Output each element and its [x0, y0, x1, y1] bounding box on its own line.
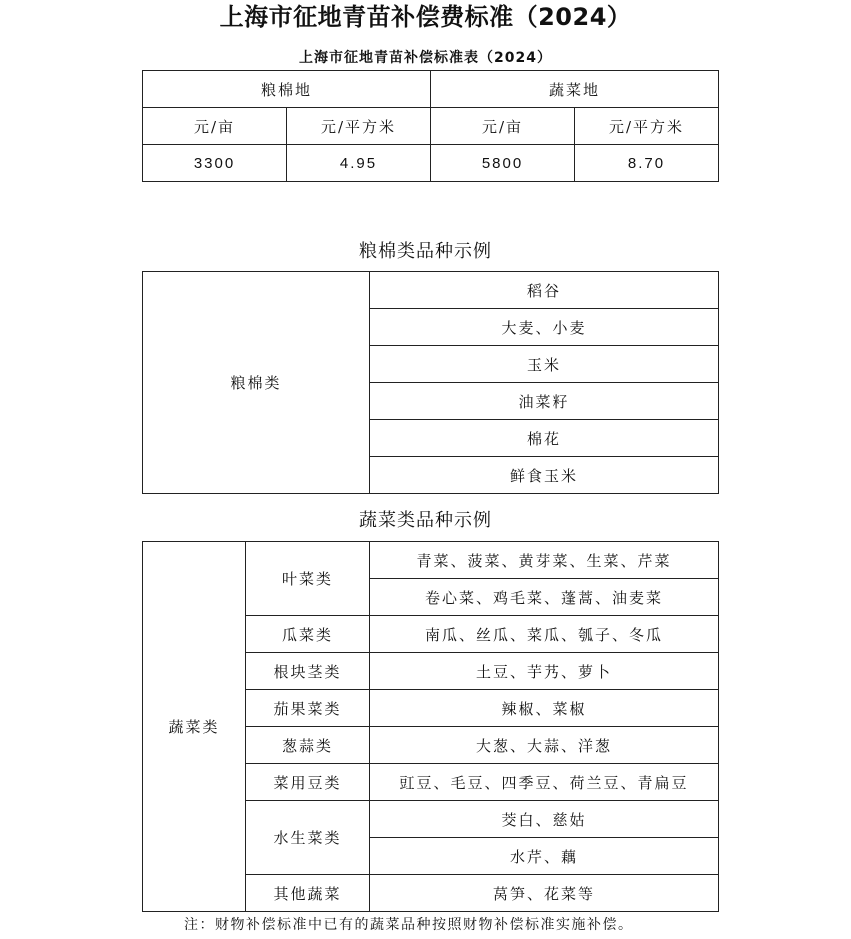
group-label-grain: 粮棉地 [143, 71, 431, 108]
table-row [143, 542, 719, 579]
group-header-row [143, 71, 719, 108]
grain-table [142, 271, 719, 494]
grain-category: 粮棉类 [143, 272, 370, 494]
vegetable-item: 莴笋、花菜等 [370, 875, 719, 912]
subcategory-other: 其他蔬菜 [246, 875, 370, 912]
vegetable-table [142, 541, 719, 912]
subcategory-gourd: 瓜菜类 [246, 616, 370, 653]
grain-table-caption: 粮棉类品种示例 [359, 241, 492, 262]
vegetable-table-caption: 蔬菜类品种示例 [359, 510, 492, 531]
group-label-vegetable: 蔬菜地 [431, 71, 719, 108]
table-row [143, 272, 719, 309]
value-cell: 8.70 [575, 145, 719, 182]
value-cell: 4.95 [287, 145, 431, 182]
value-row [143, 145, 719, 182]
vegetable-item: 南瓜、丝瓜、菜瓜、瓠子、冬瓜 [370, 616, 719, 653]
value-cell: 5800 [431, 145, 575, 182]
grain-item: 油菜籽 [370, 383, 719, 420]
vegetable-category: 蔬菜类 [143, 542, 246, 912]
subcategory-solanaceous: 茄果菜类 [246, 690, 370, 727]
vegetable-item: 水芹、藕 [370, 838, 719, 875]
subcategory-leafy: 叶菜类 [246, 542, 370, 616]
unit-cell: 元/亩 [431, 108, 575, 145]
subcategory-allium: 葱蒜类 [246, 727, 370, 764]
footnote: 注：财物补偿标准中已有的蔬菜品种按照财物补偿标准实施补偿。 [184, 917, 634, 933]
vegetable-item: 土豆、芋艿、萝卜 [370, 653, 719, 690]
vegetable-item: 茭白、慈姑 [370, 801, 719, 838]
unit-row [143, 108, 719, 145]
grain-item: 稻谷 [370, 272, 719, 309]
value-cell: 3300 [143, 145, 287, 182]
vegetable-item: 豇豆、毛豆、四季豆、荷兰豆、青扁豆 [370, 764, 719, 801]
page-title: 上海市征地青苗补偿费标准（2024） [219, 3, 632, 31]
subcategory-legume: 菜用豆类 [246, 764, 370, 801]
vegetable-item: 卷心菜、鸡毛菜、蓬蒿、油麦菜 [370, 579, 719, 616]
unit-cell: 元/平方米 [287, 108, 431, 145]
vegetable-item: 青菜、菠菜、黄芽菜、生菜、芹菜 [370, 542, 719, 579]
vegetable-item: 辣椒、菜椒 [370, 690, 719, 727]
grain-item: 玉米 [370, 346, 719, 383]
standard-table [142, 70, 719, 182]
subcategory-aquatic: 水生菜类 [246, 801, 370, 875]
subcategory-root-tuber: 根块茎类 [246, 653, 370, 690]
unit-cell: 元/平方米 [575, 108, 719, 145]
unit-cell: 元/亩 [143, 108, 287, 145]
grain-item: 鲜食玉米 [370, 457, 719, 494]
vegetable-item: 大葱、大蒜、洋葱 [370, 727, 719, 764]
grain-item: 大麦、小麦 [370, 309, 719, 346]
standard-table-caption: 上海市征地青苗补偿标准表（2024） [299, 50, 552, 66]
grain-item: 棉花 [370, 420, 719, 457]
